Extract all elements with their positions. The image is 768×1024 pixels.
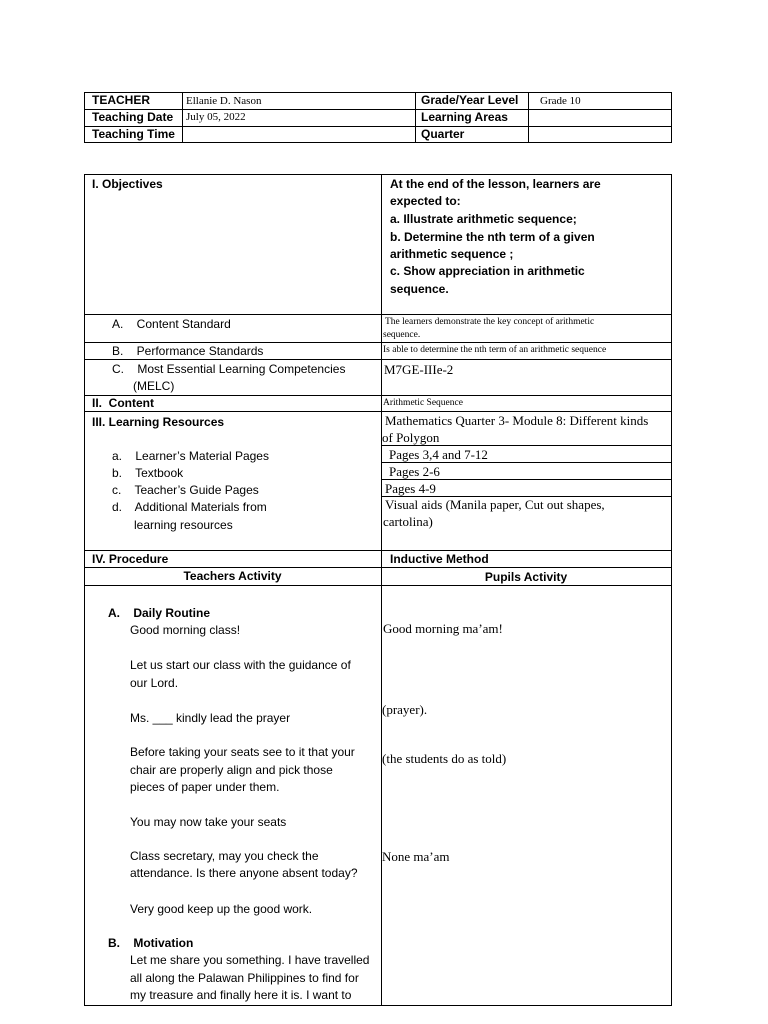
teacher-line: Good morning class! <box>130 623 241 637</box>
teacher-line: pieces of paper under them. <box>130 780 280 794</box>
teachers-activity-header: Teachers Activity <box>183 569 282 583</box>
objective-line: b. Determine the nth term of a given <box>390 230 595 244</box>
procedure-label: IV. Procedure <box>92 552 169 566</box>
resource-item-label: c. Teacher’s Guide Pages <box>112 483 259 497</box>
resource-item-label: d. Additional Materials from <box>112 500 267 514</box>
melc-label: (MELC) <box>133 379 175 393</box>
resource-item-value: cartolina) <box>383 514 433 529</box>
objective-line: a. Illustrate arithmetic sequence; <box>390 212 577 226</box>
resources-module: Mathematics Quarter 3- Module 8: Different kinds <box>385 413 649 428</box>
performance-standards-label: B. Performance Standards <box>112 344 264 358</box>
pupil-line: (prayer). <box>382 702 428 717</box>
quarter-label: Quarter <box>421 127 465 141</box>
grade-value: Grade 10 <box>540 95 581 107</box>
objective-line: sequence. <box>390 282 449 296</box>
objective-line: c. Show appreciation in arithmetic <box>390 264 585 278</box>
teacher-line: Ms. ___ kindly lead the prayer <box>130 711 291 725</box>
motivation-line: all along the Palawan Philippines to find for <box>130 971 359 985</box>
resource-item-value: Pages 2-6 <box>389 464 440 479</box>
objective-line: arithmetic sequence ; <box>390 247 514 261</box>
teacher-line: Before taking your seats see to it that your <box>130 745 355 759</box>
pupil-line: (the students do as told) <box>382 751 507 766</box>
date-label: Teaching Date <box>92 110 174 124</box>
resource-item-label: b. Textbook <box>112 466 184 480</box>
teacher-line: our Lord. <box>130 676 179 690</box>
teacher-line: Very good keep up the good work. <box>130 902 313 916</box>
resource-item-label: learning resources <box>134 518 233 532</box>
pupils-activity-header: Pupils Activity <box>484 570 568 584</box>
objective-line: At the end of the lesson, learners are <box>390 177 601 191</box>
motivation-heading: B. Motivation <box>108 936 194 950</box>
daily-routine-heading: A. Daily Routine <box>108 606 211 620</box>
objective-line: expected to: <box>390 194 461 208</box>
melc-value: M7GE-IIIe-2 <box>384 362 454 377</box>
teacher-line: chair are properly align and pick those <box>130 763 333 777</box>
time-label: Teaching Time <box>92 127 175 141</box>
content-value: Arithmetic Sequence <box>383 398 463 408</box>
grade-label: Grade/Year Level <box>421 93 519 107</box>
resource-item-value: Visual aids (Manila paper, Cut out shapes, <box>385 497 605 512</box>
resources-module: of Polygon <box>382 430 440 445</box>
teacher-line: Class secretary, may you check the <box>130 849 319 863</box>
motivation-line: Let me share you something. I have travelled <box>130 953 370 967</box>
resources-label: III. Learning Resources <box>92 415 225 429</box>
pupil-line: None ma’am <box>382 849 450 864</box>
teacher-label: TEACHER <box>92 93 151 107</box>
areas-label: Learning Areas <box>421 110 508 124</box>
resource-item-label: a. Learner’s Material Pages <box>112 449 269 463</box>
procedure-method: Inductive Method <box>390 552 489 566</box>
motivation-line: my treasure and finally here it is. I want to <box>130 988 352 1002</box>
content-standard-label: A. Content Standard <box>112 317 231 331</box>
teacher-value: Ellanie D. Nason <box>186 95 262 107</box>
content-standard-value: sequence. <box>383 330 421 340</box>
content-standard-value: The learners demonstrate the key concept of arithmetic <box>385 317 595 327</box>
resource-item-value: Pages 3,4 and 7-12 <box>389 447 488 462</box>
pupil-line: Good morning ma’am! <box>383 621 503 636</box>
melc-label: C. Most Essential Learning Competencies <box>112 362 346 376</box>
teacher-line: Let us start our class with the guidance of <box>130 658 351 672</box>
teacher-line: You may now take your seats <box>130 815 287 829</box>
performance-standards-value: Is able to determine the nth term of an arithmetic sequence <box>383 345 607 355</box>
objectives-label: I. Objectives <box>92 177 163 191</box>
content-label: II. Content <box>92 396 154 410</box>
date-value: July 05, 2022 <box>186 111 246 123</box>
teacher-line: attendance. Is there anyone absent today? <box>130 866 358 880</box>
resource-item-value: Pages 4-9 <box>385 481 436 496</box>
